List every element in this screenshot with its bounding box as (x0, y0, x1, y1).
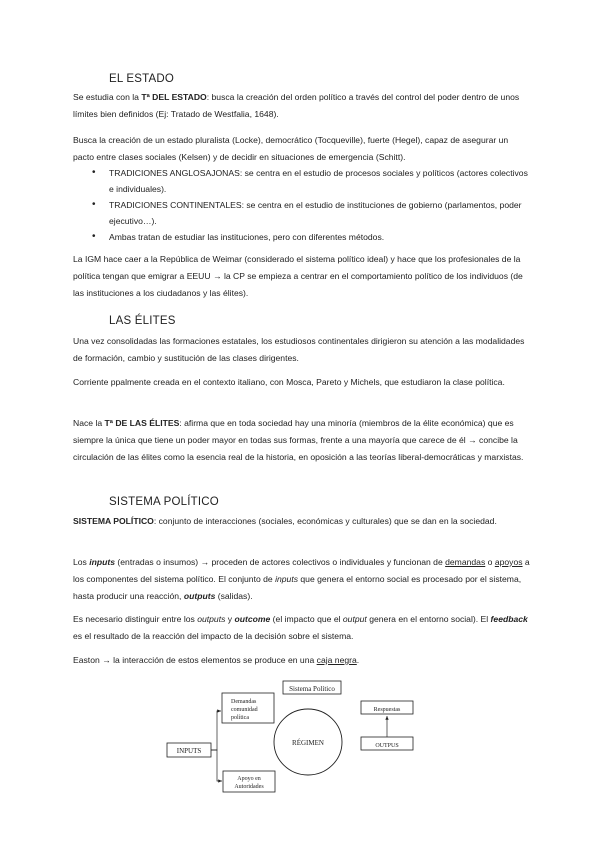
text-run: La IGM hace caer a la República de Weimar (considerado el sistema político ideal) y hace que los profesionales de la política tengan que emigrar a EEUU → la CP se empieza a centrar en el comportamiento político de los individuos (de las instituciones a los ciudadanos y las élites). (73, 254, 523, 298)
text-run: Es necesario distinguir entre los (73, 614, 198, 624)
paragraph-outcome (73, 611, 531, 645)
outputs-label: OUTPUS (375, 743, 399, 749)
text-run: outcome (234, 614, 271, 624)
demandas-label: política (231, 715, 249, 721)
text-run: : busca la creación del orden político a través del control del poder dentro de unos límites bien definidos (Ej: Tratado de Westfalia, 1648). (73, 92, 520, 119)
text-run: output (342, 614, 367, 624)
text-run: Easton → la interacción de estos elementos se produce en una (73, 655, 317, 665)
paragraph-estado-pluralista (73, 132, 531, 166)
paragraph-formaciones-estatales (73, 333, 531, 367)
list-item: • TRADICIONES CONTINENTALES: se centra en el estudio de instituciones de gobierno (parlamentos, poder ejecutivo…). (73, 197, 531, 229)
text-run: SISTEMA POLÍTICO (73, 516, 154, 526)
text-run: caja negra (316, 655, 357, 665)
text-run: Corriente ppalmente creada en el contexto italiano, con Mosca, Pareto y Michels, que estudiaron la clase política. (73, 377, 505, 387)
text-run: y (225, 614, 235, 624)
demandas-label: Demandas (231, 699, 257, 705)
traditions-list (73, 165, 531, 245)
apoyo-label: Apoyo en (237, 776, 261, 782)
list-item: • Ambas tratan de estudiar las instituciones, pero con diferentes métodos. (73, 229, 531, 245)
text-run: . (356, 655, 360, 665)
text-run: Tª DEL ESTADO (141, 92, 207, 102)
text-run: a los componentes del sistema político. El conjunto de (73, 557, 530, 584)
demandas-label: comunidad (231, 707, 258, 713)
text-run: (salidas). (215, 591, 253, 601)
heading-las-elites: LAS ÉLITES (109, 315, 176, 327)
sistema-politico-label: Sistema Político (289, 685, 335, 693)
text-run: genera en el entorno social). El (366, 614, 491, 624)
text-run: o (485, 557, 495, 567)
text-run: que genera el entorno social es procesado por el sistema, hasta producir una reacción, (73, 574, 522, 601)
text-run: Los (73, 557, 90, 567)
text-run: demandas (445, 557, 486, 567)
text-run: inputs (89, 557, 116, 567)
text-run: Busca la creación de un estado pluralista (Locke), democrático (Tocqueville), fuerte (Hegel), capaz de asegurar un pacto entre clases sociales (Kelsen) y de decidir en situaciones de emergencia (Schitt). (73, 135, 509, 162)
paragraph-igm (73, 251, 531, 302)
text-run: : conjunto de interacciones (sociales, económicas y culturales) que se dan en la sociedad. (153, 516, 497, 526)
text-run: apoyos (494, 557, 523, 567)
text-run: (el impacto que el (270, 614, 343, 624)
text-run: es el resultado de la reacción del impacto de la decisión sobre el sistema. (73, 631, 354, 641)
text-run: Tª DE LAS ÉLITES (104, 418, 180, 428)
text-run: (entradas o insumos) → proceden de actores colectivos o individuales y funcionan de (115, 557, 446, 567)
heading-sistema-politico: SISTEMA POLÍTICO (109, 496, 219, 508)
apoyo-label: Autoridades (234, 784, 264, 790)
text-run: Una vez consolidadas las formaciones estatales, los estudiosos continentales dirigieron su atención a las modalidades de formación, cambio y sustitución de las clases dirigentes. (73, 336, 525, 363)
inputs-to-apoyo-arrow (211, 750, 222, 781)
paragraph-teoria-estado (73, 89, 531, 123)
text-run: : afirma que en toda sociedad hay una minoría (miembros de la élite económica) que es siempre la única que tiene un poder mayor en todas sus formas, frente a una mayoría que carece de él → concibe la circulación de las élites como la esencia real de la historia, en oposición a las teorías liberal-democráticas y marxistas. (73, 418, 524, 462)
paragraph-definicion-sistema (73, 513, 531, 530)
regimen-label: RÉGIMEN (292, 739, 324, 747)
paragraph-inputs (73, 554, 531, 605)
text-run: Nace la (73, 418, 105, 428)
paragraph-teoria-elites (73, 415, 531, 466)
text-run: outputs (183, 591, 216, 601)
list-item: • TRADICIONES ANGLOSAJONAS: se centra en el estudio de procesos sociales y políticos (actores colectivos e individuales). (73, 165, 531, 197)
text-run: Se estudia con la (73, 92, 142, 102)
respuestas-label: Respuestas (373, 707, 401, 713)
inputs-label: INPUTS (176, 747, 202, 755)
text-run: outputs (197, 614, 226, 624)
text-run: inputs (275, 574, 299, 584)
easton-black-box-diagram (165, 673, 435, 798)
paragraph-easton (73, 652, 531, 669)
inputs-to-demandas-arrow (211, 711, 221, 750)
text-run: feedback (490, 614, 528, 624)
heading-el-estado: EL ESTADO (109, 73, 175, 85)
paragraph-corriente-italiana (73, 374, 531, 391)
